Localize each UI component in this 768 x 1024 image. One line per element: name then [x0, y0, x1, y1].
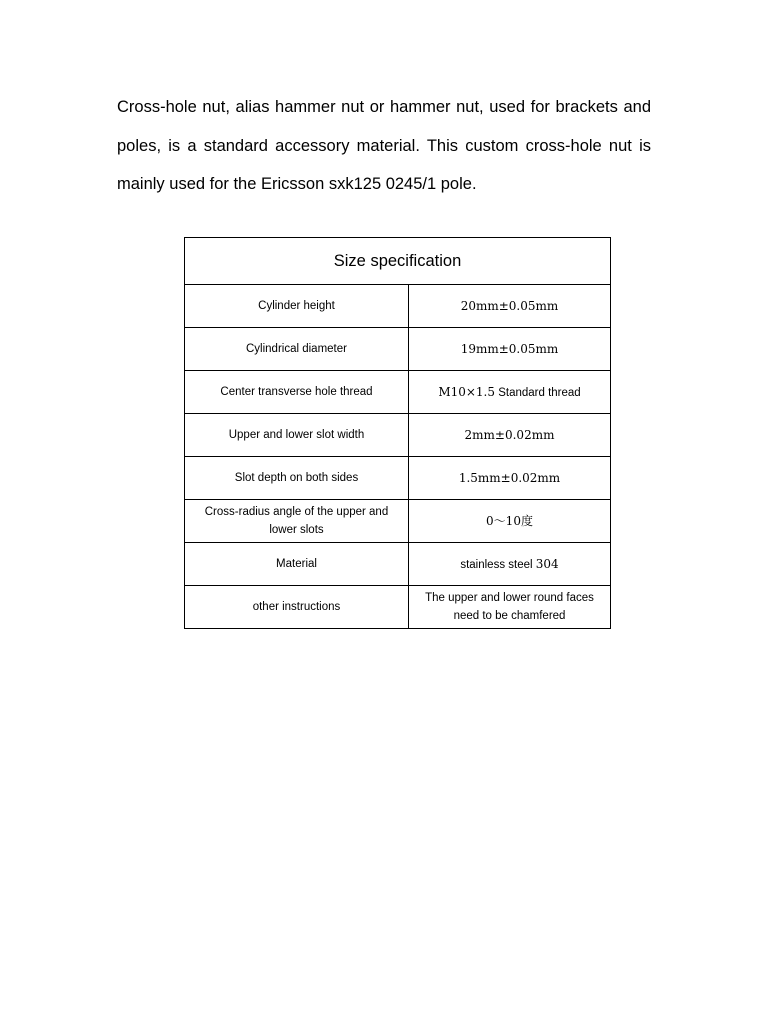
table-row: [185, 457, 611, 500]
table-row: [185, 543, 611, 586]
table-row: [185, 500, 611, 543]
row-value-code: M10×1.5: [438, 384, 496, 399]
table-row: [185, 285, 611, 328]
row-label: Cylindrical diameter: [185, 328, 409, 371]
row-value-code: 304: [535, 556, 559, 571]
row-value-text: Standard thread: [495, 386, 581, 399]
row-value: [409, 371, 611, 414]
row-value: The upper and lower round faces need to be chamfered: [409, 586, 611, 629]
table-title: Size specification: [185, 238, 611, 285]
row-value: [409, 543, 611, 586]
row-value: 2mm±0.02mm: [409, 414, 611, 457]
row-value: 19mm±0.05mm: [409, 328, 611, 371]
table-row: [185, 328, 611, 371]
row-label: Slot depth on both sides: [185, 457, 409, 500]
size-specification-table: [184, 237, 611, 629]
row-label: Upper and lower slot width: [185, 414, 409, 457]
table-row: [185, 371, 611, 414]
table-row: [185, 414, 611, 457]
row-value: 1.5mm±0.02mm: [409, 457, 611, 500]
intro-paragraph: Cross-hole nut, alias hammer nut or hammer nut, used for brackets and poles, is a standard accessory material. This custom cross-hole nut is mainly used for the Ericsson sxk125 0245/1 pole.: [117, 98, 651, 193]
row-label: Center transverse hole thread: [185, 371, 409, 414]
row-label: Cylinder height: [185, 285, 409, 328]
row-value: 20mm±0.05mm: [409, 285, 611, 328]
row-label: Cross-radius angle of the upper and lower slots: [185, 500, 409, 543]
row-value-text: stainless steel: [460, 558, 536, 571]
row-label: other instructions: [185, 586, 409, 629]
row-label: Material: [185, 543, 409, 586]
table-row: [185, 586, 611, 629]
row-value: 0～10度: [409, 500, 611, 543]
